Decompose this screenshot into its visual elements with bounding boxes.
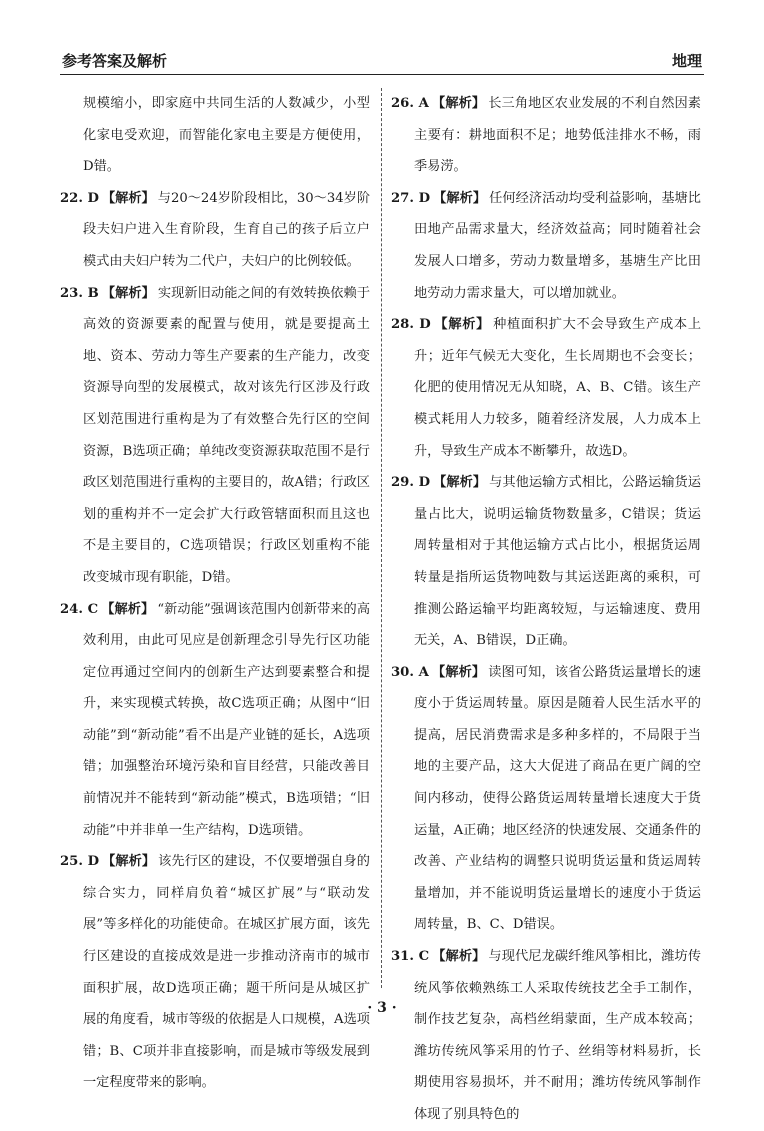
answer-text: “新动能”强调该范围内创新带来的高效利用，由此可见应是创新理念引导先行区功能定位再通过空间内的创新生产达到要素整合和提升，来实现模式转换，故C选项正确；从图中“旧动能”到“新动能”看不出是产业链的延长，A选项错；加强整治环境污染和盲目经营，只能改善目前情况并不能转到“新动能”模式，B选项错；“旧动能”中并非单一生产结构，D选项错。 bbox=[83, 601, 371, 838]
analysis-tag: 【解析】 bbox=[101, 285, 155, 301]
header-subject: 地理 bbox=[671, 52, 702, 70]
right-column bbox=[391, 88, 701, 1131]
answer-text: 该先行区的建设，不仅要增强自身的综合实力，同样肩负着“城区扩展”与“联动发展”等多样化的功能使命。在城区扩展方面，该先行区建设的直接成效是进一步推动济南市的城市面积扩展，故D选项正确；题干所问是从城区扩展的角度看，城市等级的依据是人口规模，A选项错；B、C项并非直接影响，而是城市等级发展到一定程度带来的影响。 bbox=[83, 854, 370, 1091]
header-title: 参考答案及解析 bbox=[62, 52, 168, 70]
answer-item-22 bbox=[60, 183, 370, 278]
answer-item-23 bbox=[60, 278, 370, 594]
answer-number: 25. D bbox=[60, 854, 100, 870]
answer-item-28 bbox=[391, 309, 701, 467]
answer-number: 28. D bbox=[391, 317, 431, 333]
answer-number: 26. A bbox=[391, 96, 429, 111]
analysis-tag: 【解析】 bbox=[101, 601, 155, 617]
answer-number: 23. B bbox=[60, 285, 99, 301]
left-column bbox=[60, 88, 370, 1099]
analysis-tag: 【解析】 bbox=[432, 949, 486, 965]
answer-text: 与现代尼龙碳纤维风筝相比，潍坊传统风筝依赖熟练工人采取传统技艺全手工制作，制作技艺复杂，高档丝绢蒙面，生产成本较高；潍坊传统风筝采用的竹子、丝绢等材料易折，长期使用容易损坏，并不耐用；潍坊传统风筝制作体现了别具特色的 bbox=[414, 949, 702, 1122]
answer-item-25 bbox=[60, 846, 370, 1099]
answer-text: 与20～24岁阶段相比，30～34岁阶段夫妇户进入生育阶段，生育自己的孩子后立户模式由夫妇户转为二代户，夫妇户的比例较低。 bbox=[83, 190, 371, 269]
answer-number: 30. A bbox=[391, 664, 429, 680]
answer-item-30 bbox=[391, 657, 701, 941]
answer-item-27 bbox=[391, 183, 701, 309]
answer-text: 种植面积扩大不会导致生产成本上升；近年气候无大变化，生长周期也不会变长；化肥的使用情况无从知晓，A、B、C错。该生产模式耗用人力较多，随着经济发展，人力成本上升，导致生产成本不断攀升，故选D。 bbox=[414, 317, 702, 459]
analysis-tag: 【解析】 bbox=[433, 190, 487, 206]
page-header bbox=[60, 48, 704, 75]
answer-number: 27. D bbox=[391, 190, 431, 206]
column-divider bbox=[381, 88, 382, 988]
analysis-tag: 【解析】 bbox=[433, 475, 487, 491]
continued-paragraph: 规模缩小，即家庭中共同生活的人数减少，小型化家电受欢迎，而智能化家电主要是方便使用，D错。 bbox=[83, 96, 370, 175]
analysis-tag: 【解析】 bbox=[431, 96, 486, 111]
analysis-tag: 【解析】 bbox=[102, 854, 156, 870]
answer-number: 22. D bbox=[60, 190, 99, 206]
answer-item-31 bbox=[391, 941, 701, 1131]
answer-text: 任何经济活动均受利益影响，基塘比田地产品需求量大，经济效益高；同时随着社会发展人口增多，劳动力数量增多，基塘生产比田地劳动力需求量大，可以增加就业。 bbox=[414, 190, 701, 301]
analysis-tag: 【解析】 bbox=[431, 664, 486, 680]
analysis-tag: 【解析】 bbox=[433, 317, 491, 333]
answer-item-24 bbox=[60, 594, 370, 847]
analysis-tag: 【解析】 bbox=[101, 190, 155, 206]
answer-number: 31. C bbox=[391, 949, 430, 965]
answer-text: 与其他运输方式相比，公路运输货运量占比大，说明运输货物数量多，C错误；货运周转量相对于其他运输方式占比小，根据货运周转量是指所运货物吨数与其运送距离的乘积，可推测公路运输平均距离较短，与运输速度、费用无关，A、B错误，D正确。 bbox=[414, 475, 701, 649]
answer-text: 实现新旧动能之间的有效转换依赖于高效的资源要素的配置与使用，就是要提高土地、资本、劳动力等生产要素的生产能力，改变资源导向型的发展模式，故对该先行区涉及行政区划范围进行重构是为了有效整合先行区的空间资源，B选项正确；单纯改变资源获取范围不是行政区划范围进行重构的主要目的，故A错；行政区划的重构并不一定会扩大行政管辖面积而且这也不是主要目的，C选项错误；行政区划重构不能改变城市现有职能，D错。 bbox=[83, 285, 371, 585]
answer-number: 24. C bbox=[60, 601, 99, 617]
answer-text: 长三角地区农业发展的不利自然因素主要有：耕地面积不足；地势低洼排水不畅，雨季易涝。 bbox=[414, 96, 701, 175]
page-number: · 3 · bbox=[367, 1000, 397, 1016]
answer-text: 读图可知，该省公路货运量增长的速度小于货运周转量。原因是随着人民生活水平的提高，居民消费需求是多种多样的，不局限于当地的主要产品，这大大促进了商品在更广阔的空间内移动，使得公路货运周转量增长速度大于货运量，A正确；地区经济的快速发展、交通条件的改善、产业结构的调整只说明货运量和货运周转量增加，并不能说明货运量增长的速度小于货运周转量，B、C、D错误。 bbox=[414, 664, 701, 933]
answer-item-29 bbox=[391, 467, 701, 657]
answer-item-26 bbox=[391, 88, 701, 183]
answer-number: 29. D bbox=[391, 475, 431, 491]
